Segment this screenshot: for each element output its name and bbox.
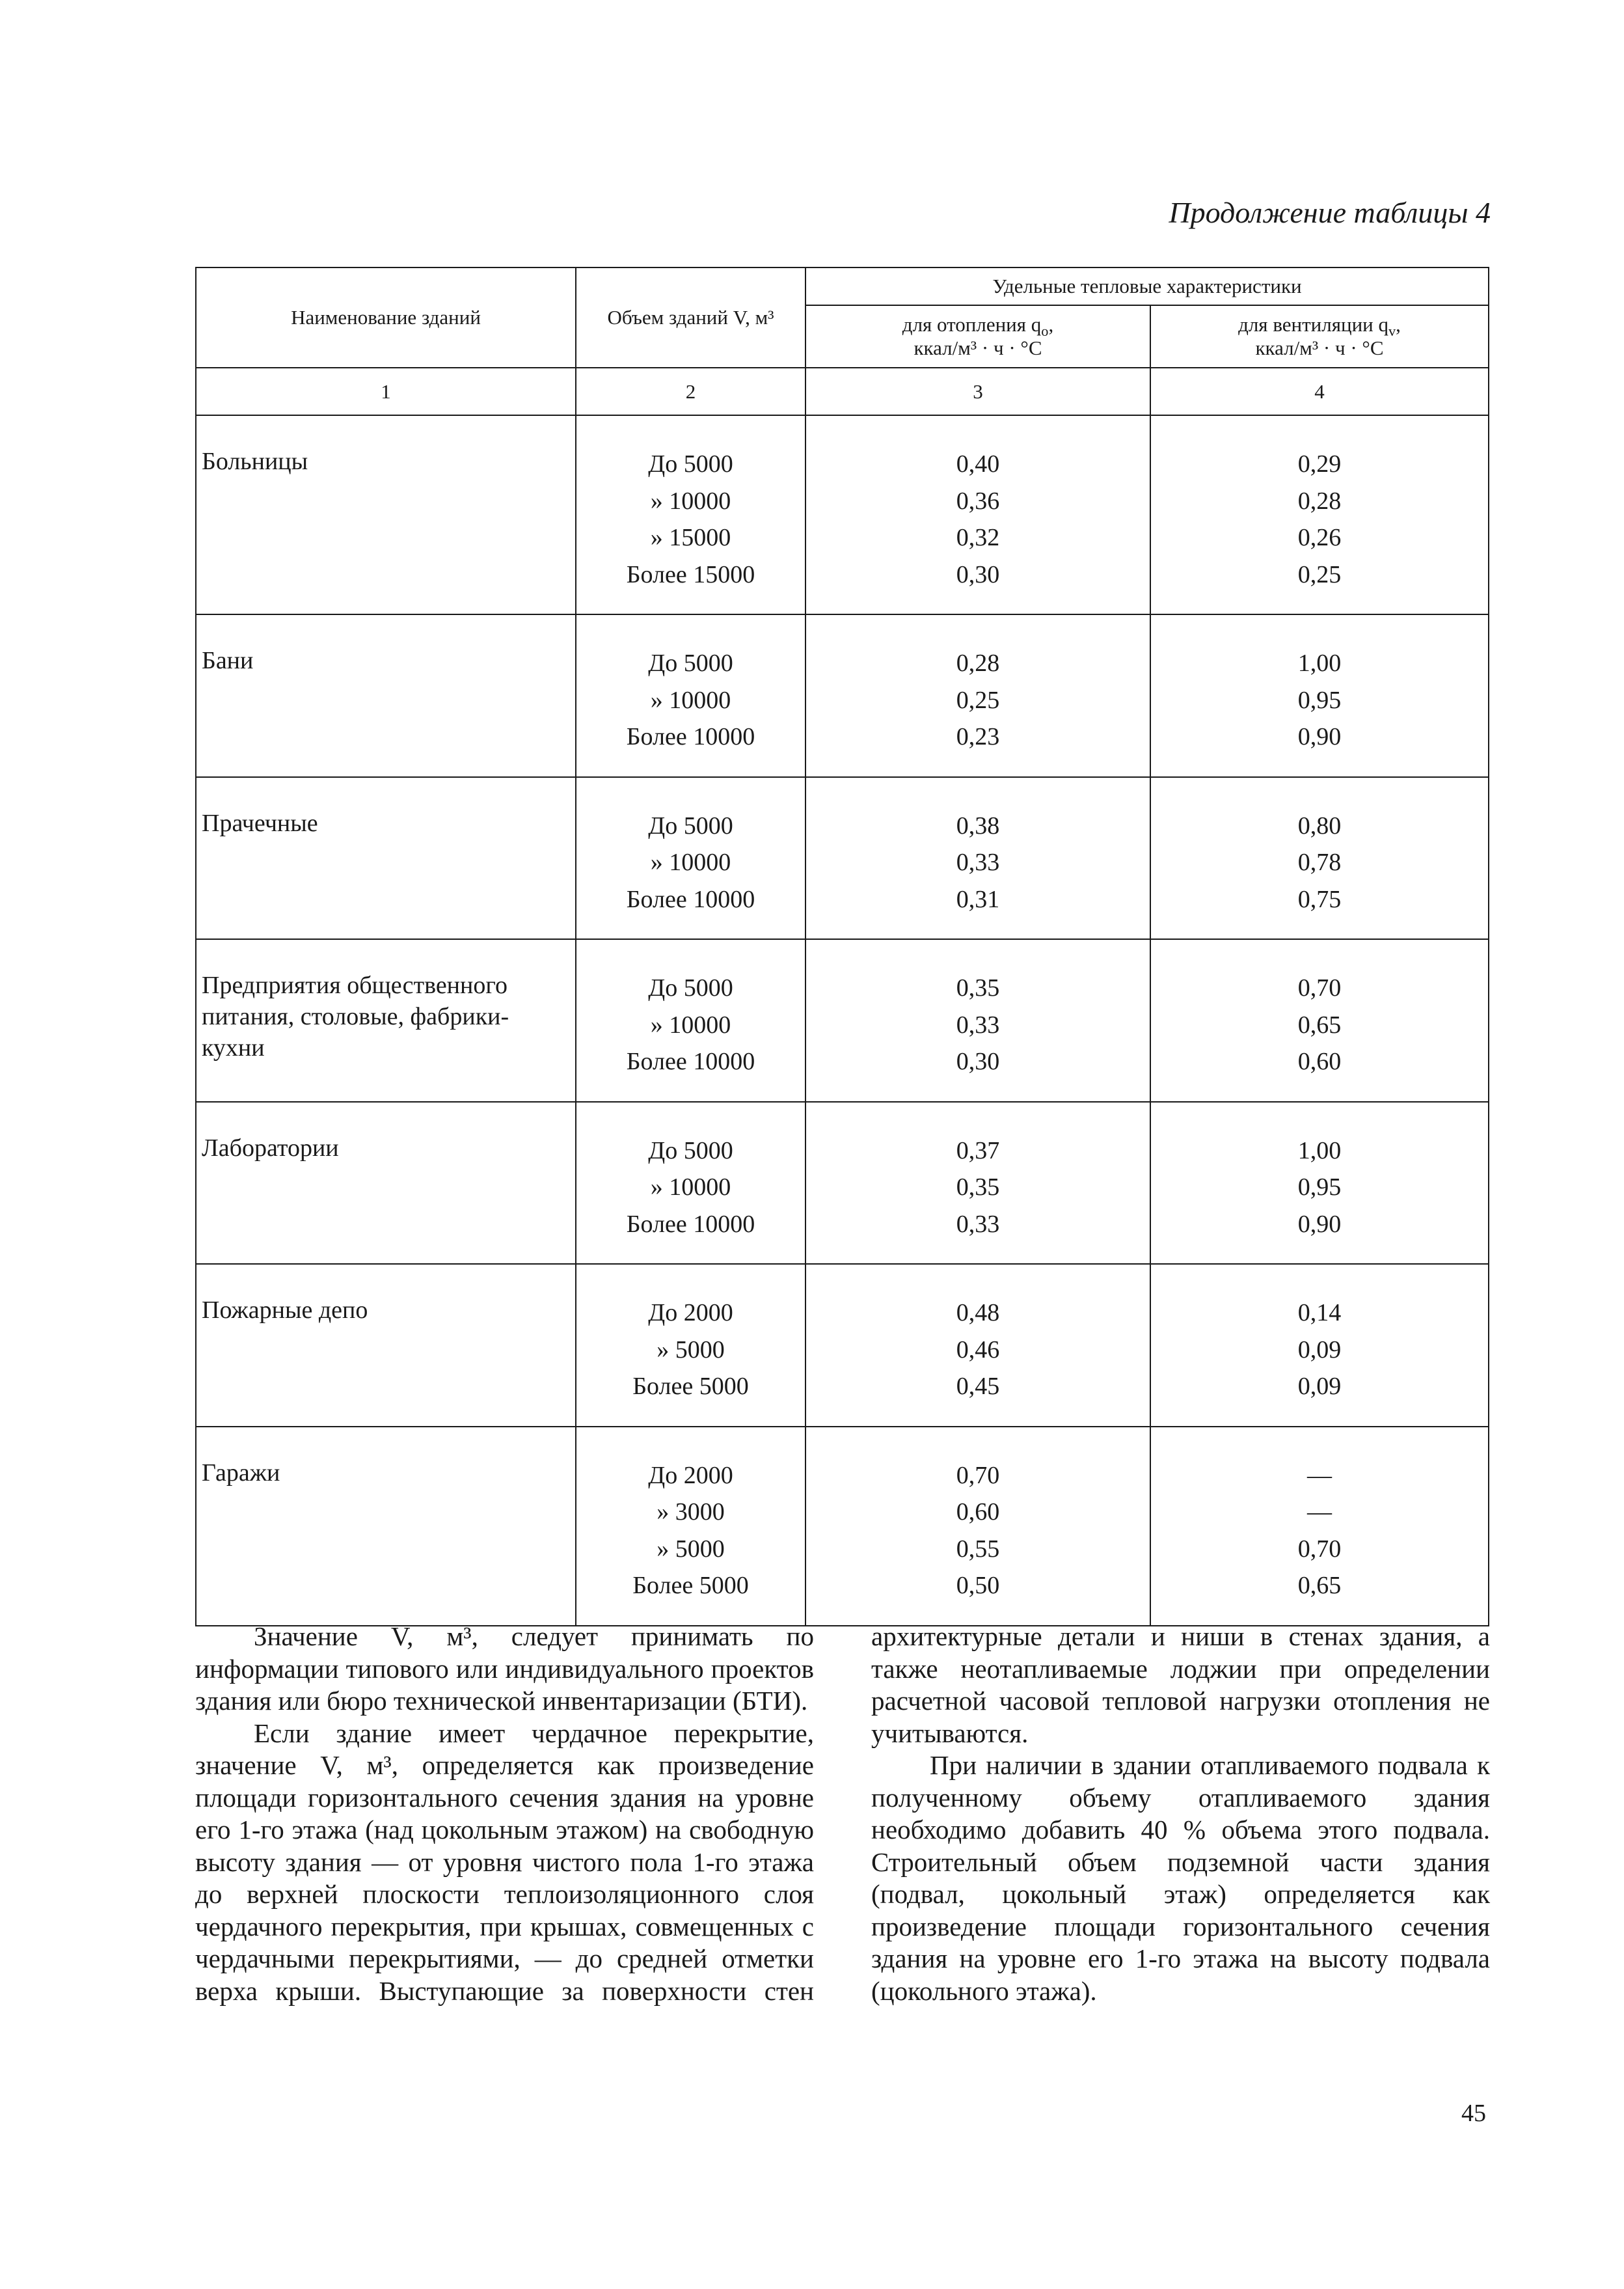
ventilation-value: 0,60	[1297, 1048, 1342, 1075]
heating-value: 0,32	[956, 524, 1000, 551]
group-garages	[196, 1427, 1489, 1626]
header-ventilation-units: ккал/м³ · ч · °С	[1255, 336, 1384, 359]
paragraph: Если здание имеет чердачное перекрытие, значение V, м³, определяется как произведение площади горизонтального сечения здания на уровне его 1-го этажа (над цокольным этажом) на свободную высоту здания — от уровня чистого пола 1-го этажа до верхней плоскости теплоизоляционного слоя чердачного перекрытия, при крышах, совмещенных с чердачными перекрытиями, — до средней отметки верха крыши. Выступающие за поверхности стен архитектурные детали и ниши в стенах здания, а также неотапливаемые лоджии при определении расчетной часовой тепловой нагрузки отопления не учитываются.	[195, 1621, 1490, 2006]
volume-cell	[576, 1427, 805, 1626]
volume-value: » 3000	[656, 1498, 725, 1526]
building-name: Прачечные	[196, 777, 576, 940]
volume-cell	[576, 614, 805, 777]
heating-cell	[805, 415, 1150, 614]
page-number: 45	[1461, 2100, 1486, 2127]
ventilation-value: 0,14	[1297, 1299, 1342, 1326]
volume-value: До 5000	[648, 650, 733, 677]
heating-cell	[805, 1427, 1150, 1626]
header-heating-units: ккал/м³ · ч · °С	[914, 336, 1042, 359]
volume-value: » 5000	[656, 1336, 725, 1364]
ventilation-value: 0,09	[1297, 1336, 1342, 1364]
group-laboratories	[196, 1102, 1489, 1265]
building-name: Лаборатории	[196, 1102, 576, 1265]
ventilation-value: 1,00	[1297, 1136, 1342, 1164]
heating-value: 0,23	[956, 723, 1000, 750]
table-row	[196, 1102, 1489, 1265]
ventilation-value: 0,95	[1297, 686, 1342, 714]
ventilation-value: 0,29	[1297, 450, 1342, 478]
header-heating-subscript: о	[1041, 323, 1049, 340]
heating-value: 0,35	[956, 1173, 1000, 1201]
group-laundries	[196, 777, 1489, 940]
header-volume: Объем зданий V, м³	[576, 267, 805, 368]
heating-cell	[805, 1264, 1150, 1427]
ventilation-value: 0,80	[1297, 812, 1342, 840]
building-name: Гаражи	[196, 1427, 576, 1626]
volume-cell	[576, 939, 805, 1102]
heating-cell	[805, 1102, 1150, 1265]
heating-value: 0,28	[956, 650, 1000, 677]
ventilation-value: 0,25	[1297, 560, 1342, 588]
table-row	[196, 777, 1489, 940]
ventilation-value: 0,65	[1297, 1011, 1342, 1039]
volume-cell	[576, 415, 805, 614]
volume-value: » 10000	[650, 487, 731, 515]
paragraph: Значение V, м³, следует принимать по информации типового или индивидуального проектов здания или бюро технической инвентаризации (БТИ).	[195, 1621, 814, 1716]
volume-value: Более 10000	[626, 1048, 755, 1075]
heating-value: 0,48	[956, 1299, 1000, 1326]
table-row	[196, 1427, 1489, 1626]
volume-value: До 5000	[648, 1136, 733, 1164]
ventilation-value: 0,65	[1297, 1572, 1342, 1599]
ventilation-value: 1,00	[1297, 650, 1342, 677]
volume-value: Более 5000	[632, 1373, 749, 1400]
ventilation-value: 0,75	[1297, 885, 1342, 913]
volume-value: До 5000	[648, 450, 733, 478]
volume-value: » 10000	[650, 686, 731, 714]
heating-value: 0,30	[956, 1048, 1000, 1075]
heating-cell	[805, 777, 1150, 940]
table-row	[196, 939, 1489, 1102]
building-name: Предприятия общественного питания, столовые, фабрики-кухни	[196, 939, 576, 1102]
ventilation-value: 0,26	[1297, 524, 1342, 551]
volume-value: До 2000	[648, 1461, 733, 1489]
ventilation-value: —	[1307, 1498, 1332, 1526]
heating-cell	[805, 614, 1150, 777]
column-number: 1	[196, 368, 576, 415]
ventilation-cell	[1150, 1264, 1489, 1427]
ventilation-value: 0,90	[1297, 1210, 1342, 1238]
ventilation-cell	[1150, 614, 1489, 777]
header-ventilation-label: для вентиляции q	[1238, 313, 1389, 336]
table-caption: Продолжение таблицы 4	[1169, 196, 1491, 229]
volume-value: » 5000	[656, 1535, 725, 1563]
volume-value: » 10000	[650, 1173, 731, 1201]
heating-value: 0,36	[956, 487, 1000, 515]
heating-value: 0,55	[956, 1535, 1000, 1563]
ventilation-cell	[1150, 1427, 1489, 1626]
heating-value: 0,35	[956, 974, 1000, 1002]
table-row	[196, 415, 1489, 614]
ventilation-cell	[1150, 415, 1489, 614]
group-baths	[196, 614, 1489, 777]
heating-value: 0,30	[956, 560, 1000, 588]
table-row	[196, 614, 1489, 777]
volume-value: До 5000	[648, 974, 733, 1002]
volume-value: Более 10000	[626, 1210, 755, 1238]
column-number: 4	[1150, 368, 1489, 415]
header-ventilation-subscript: v	[1388, 323, 1396, 340]
heating-value: 0,70	[956, 1461, 1000, 1489]
heat-characteristics-table	[195, 267, 1489, 1626]
heating-value: 0,33	[956, 1210, 1000, 1238]
volume-value: Более 15000	[626, 560, 755, 588]
building-name: Больницы	[196, 415, 576, 614]
ventilation-value: 0,70	[1297, 974, 1342, 1002]
building-name: Бани	[196, 614, 576, 777]
heating-value: 0,37	[956, 1136, 1000, 1164]
heating-value: 0,46	[956, 1336, 1000, 1364]
body-text	[195, 1621, 1490, 2007]
table-row	[196, 1264, 1489, 1427]
group-fire-stations	[196, 1264, 1489, 1427]
heating-value: 0,38	[956, 812, 1000, 840]
group-catering	[196, 939, 1489, 1102]
heating-value: 0,25	[956, 686, 1000, 714]
volume-value: » 10000	[650, 1011, 731, 1039]
header-ventilation: для вентиляции $q_v$, ккал/м³ · ч · °С	[1150, 305, 1489, 368]
volume-value: До 2000	[648, 1299, 733, 1326]
ventilation-value: 0,78	[1297, 849, 1342, 876]
header-heating: для отопления $q_о$, ккал/м³ · ч · °С	[805, 305, 1150, 368]
volume-value: Более 10000	[626, 723, 755, 750]
ventilation-value: 0,90	[1297, 723, 1342, 750]
heating-value: 0,40	[956, 450, 1000, 478]
heating-value: 0,60	[956, 1498, 1000, 1526]
header-specific-characteristics: Удельные тепловые характеристики	[805, 267, 1489, 305]
volume-cell	[576, 777, 805, 940]
header-heating-label: для отопления q	[902, 313, 1042, 336]
heating-cell	[805, 939, 1150, 1102]
header-building-name: Наименование зданий	[196, 267, 576, 368]
heating-value: 0,33	[956, 849, 1000, 876]
volume-value: Более 5000	[632, 1572, 749, 1599]
volume-cell	[576, 1264, 805, 1427]
ventilation-cell	[1150, 1102, 1489, 1265]
ventilation-value: 0,09	[1297, 1373, 1342, 1400]
ventilation-value: 0,70	[1297, 1535, 1342, 1563]
volume-value: Более 10000	[626, 885, 755, 913]
ventilation-value: 0,28	[1297, 487, 1342, 515]
paragraph: При наличии в здании отапливаемого подвала к полученному объему отапливаемого здания необходимо добавить 40 % объема этого подвала. Строительный объем подземной части здания (подвал, цокольный этаж) определяется как произведение площади горизонтального сечения здания на уровне его 1-го этажа на высоту подвала (цокольного этажа).	[871, 1750, 1490, 2006]
column-number: 3	[805, 368, 1150, 415]
ventilation-value: 0,95	[1297, 1173, 1342, 1201]
heating-value: 0,50	[956, 1572, 1000, 1599]
group-hospitals	[196, 415, 1489, 614]
volume-value: » 15000	[650, 524, 731, 551]
volume-value: До 5000	[648, 812, 733, 840]
heating-value: 0,33	[956, 1011, 1000, 1039]
heating-value: 0,31	[956, 885, 1000, 913]
ventilation-cell	[1150, 939, 1489, 1102]
volume-value: » 10000	[650, 849, 731, 876]
column-number: 2	[576, 368, 805, 415]
volume-cell	[576, 1102, 805, 1265]
ventilation-cell	[1150, 777, 1489, 940]
building-name: Пожарные депо	[196, 1264, 576, 1427]
ventilation-value: —	[1307, 1461, 1332, 1489]
heating-value: 0,45	[956, 1373, 1000, 1400]
